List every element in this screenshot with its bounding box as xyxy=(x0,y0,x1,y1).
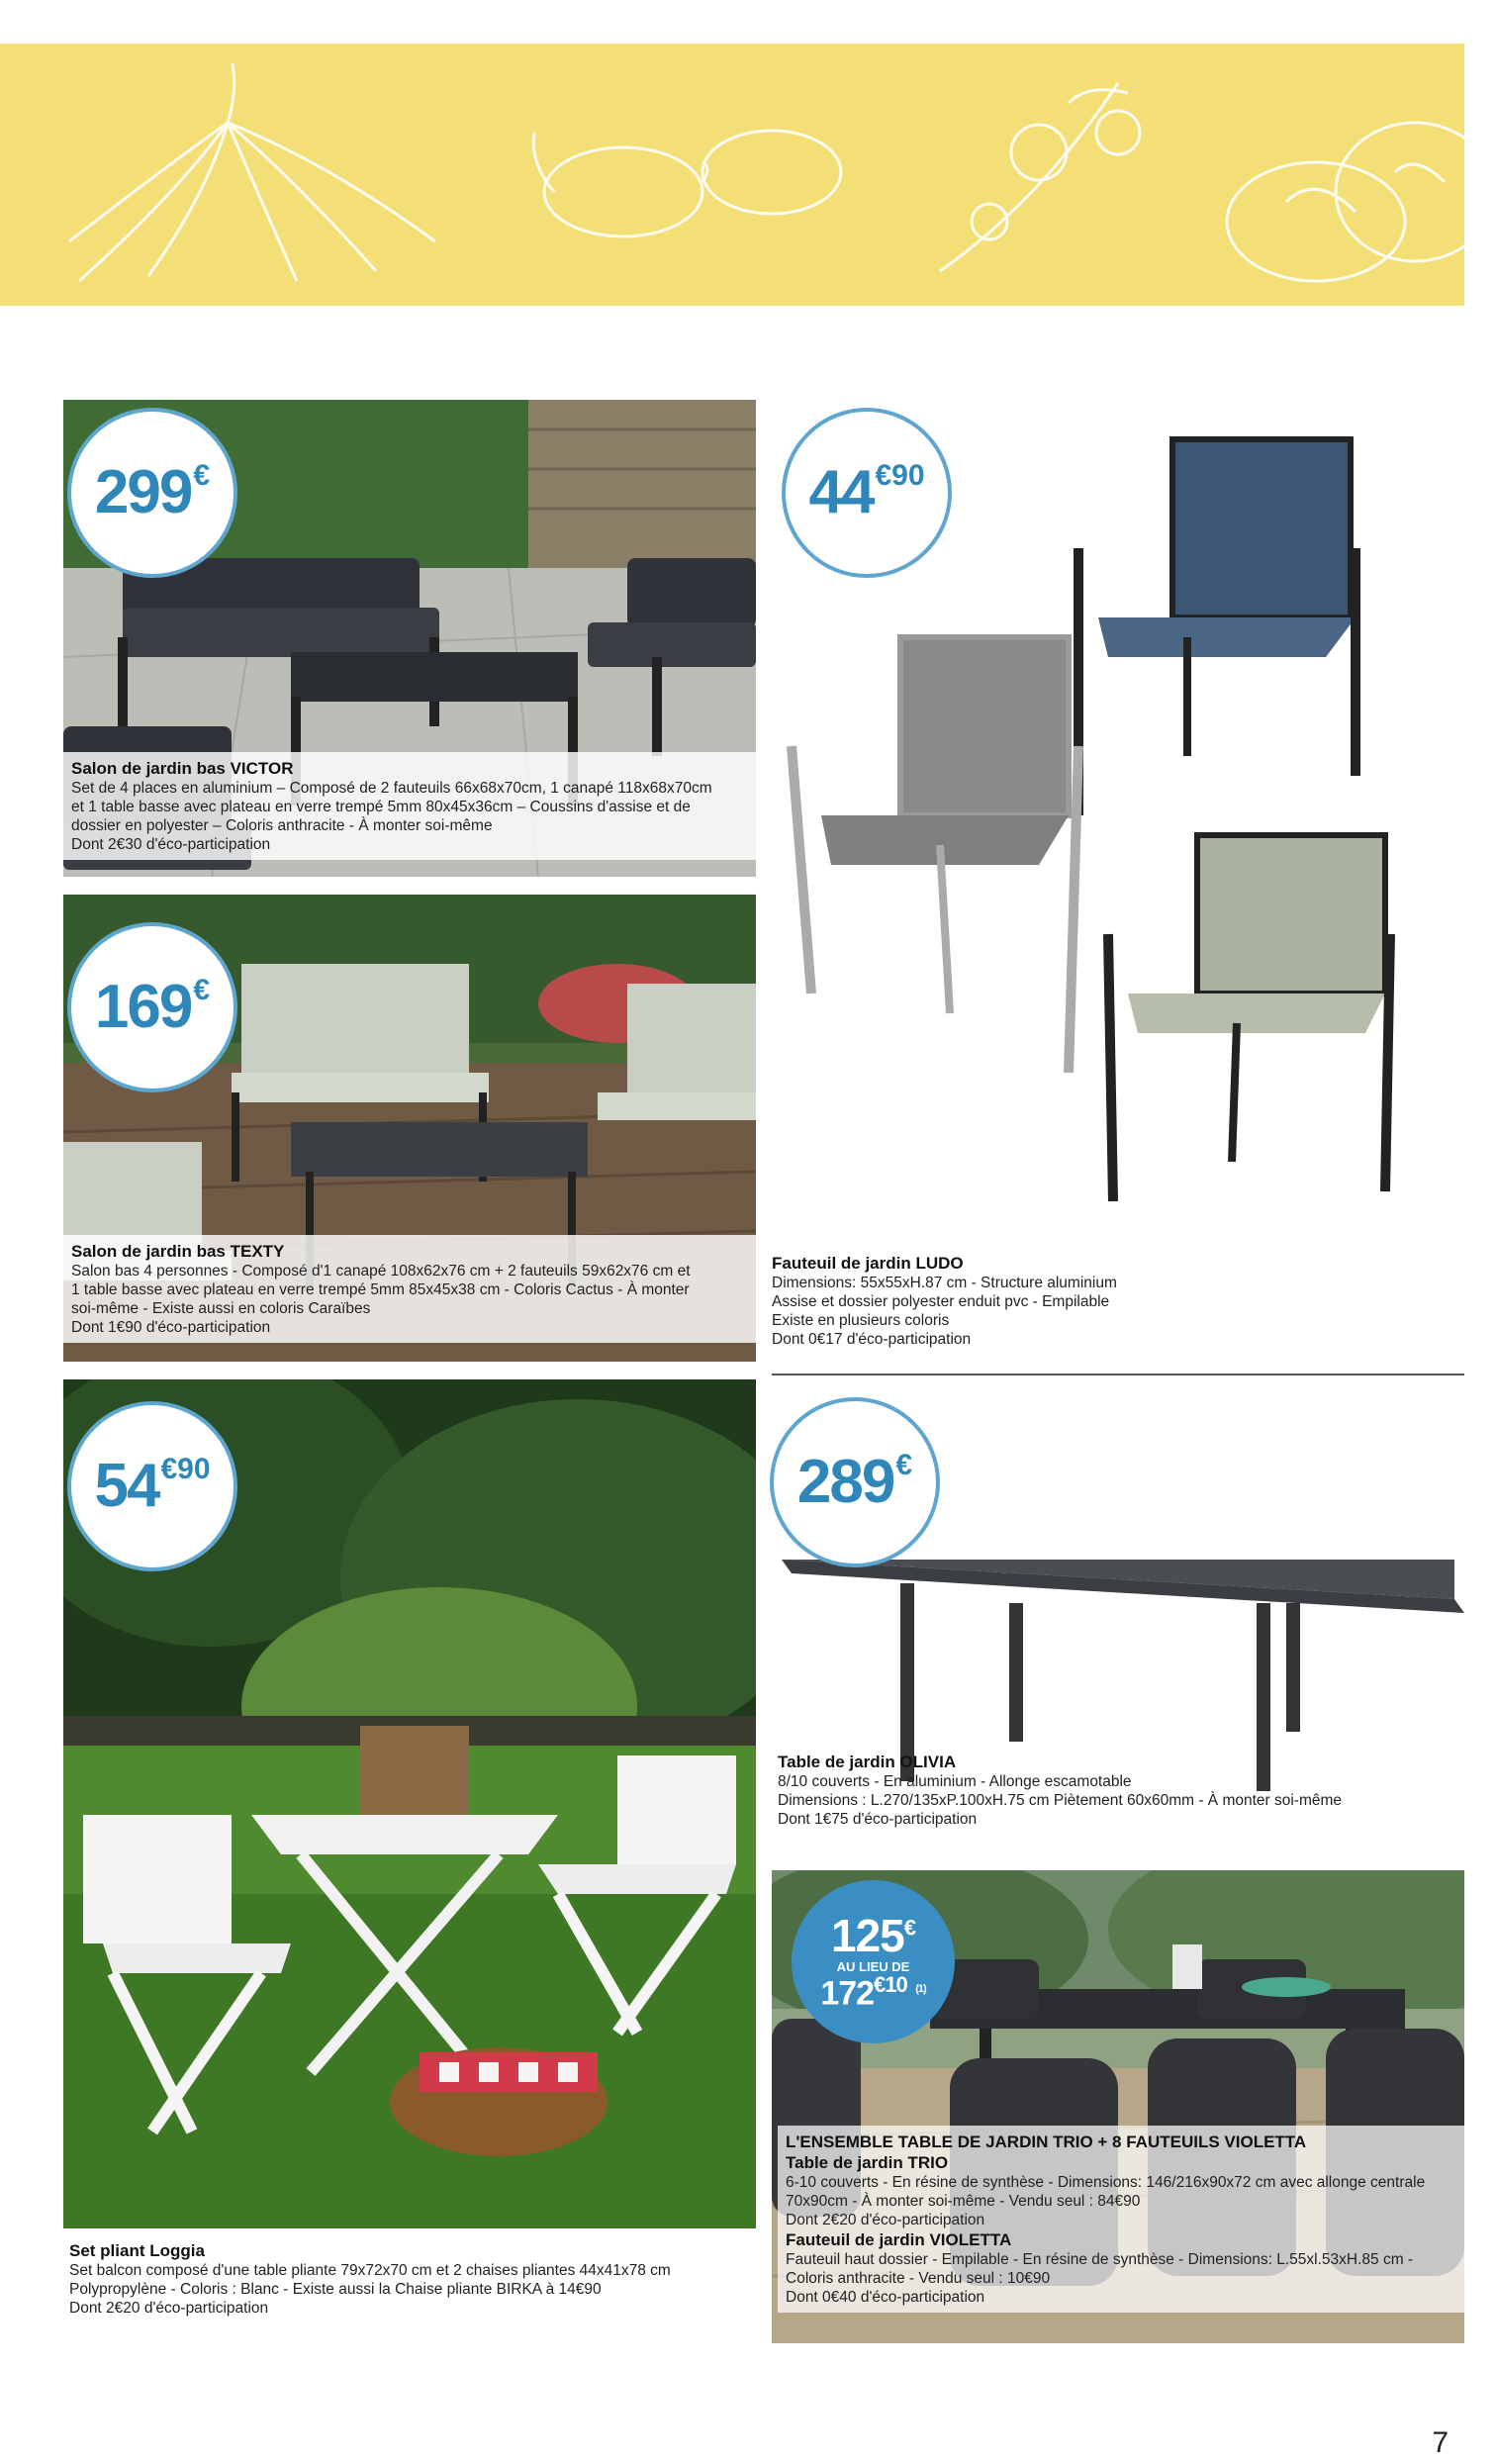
price-badge-loggia xyxy=(67,1401,237,1571)
eco-participation: Dont 0€40 d'éco-participation xyxy=(786,2289,985,2306)
product-name: Table de jardin TRIO xyxy=(786,2153,949,2172)
au-lieu-de-label: AU LIEU DE xyxy=(836,1959,910,1975)
footnote-marker: (1) xyxy=(915,1983,926,1996)
price-was-currency: €10 xyxy=(874,1972,907,1998)
description-line: 8/10 couverts - En aluminium - Allonge escamotable xyxy=(778,1773,1132,1790)
price-now: 125 xyxy=(831,1910,904,1962)
eco-participation: Dont 1€90 d'éco-participation xyxy=(71,1319,271,1336)
price-badge-olivia xyxy=(770,1397,940,1567)
price-badge-texty xyxy=(67,922,237,1092)
product-name: Fauteuil de jardin VIOLETTA xyxy=(786,2230,1012,2249)
price-main: 299 xyxy=(94,458,192,526)
price-badge-victor xyxy=(67,408,237,578)
description-line: 70x90cm - À monter soi-même - Vendu seul : 84€90 xyxy=(786,2193,1141,2210)
price-badge-ludo xyxy=(782,408,952,578)
product-name: Salon de jardin bas TEXTY xyxy=(71,1242,285,1261)
price-badge-trio xyxy=(792,1880,955,2043)
product-description-trio-violetta xyxy=(778,2126,1464,2313)
page-number: 7 xyxy=(1432,2426,1449,2459)
product-description-texty xyxy=(63,1235,756,1343)
eco-participation: Dont 0€17 d'éco-participation xyxy=(772,1331,972,1348)
price-main: 54 xyxy=(94,1452,159,1520)
price-main: 169 xyxy=(94,973,192,1041)
description-line: 6-10 couverts - En résine de synthèse - Dimensions: 146/216x90x72 cm avec allonge centrale xyxy=(786,2174,1426,2191)
price-was: 172 xyxy=(820,1974,875,2013)
eco-participation: Dont 2€30 d'éco-participation xyxy=(71,836,271,853)
description-line: Set balcon composé d'une table pliante 79x72x70 cm et 2 chaises pliantes 44x41x78 cm xyxy=(69,2262,671,2279)
eco-participation: Dont 1€75 d'éco-participation xyxy=(778,1811,978,1828)
price-currency: €90 xyxy=(160,1453,211,1485)
price-currency: € xyxy=(193,974,211,1006)
price-main: 289 xyxy=(796,1448,894,1516)
description-line: Set de 4 places en aluminium – Composé de 2 fauteuils 66x68x70cm, 1 canapé 118x68x70cm xyxy=(71,780,712,797)
description-line: 1 table basse avec plateau en verre trempé 5mm 85x45x38 cm - Coloris Cactus - À monter xyxy=(71,1281,690,1298)
price-now-currency: € xyxy=(903,1915,915,1941)
product-name: Fauteuil de jardin LUDO xyxy=(772,1254,964,1273)
description-line: Dimensions : L.270/135xP.100xH.75 cm Piètement 60x60mm - À monter soi-même xyxy=(778,1792,1343,1809)
description-line: Existe en plusieurs coloris xyxy=(772,1312,950,1329)
summer-line-art-icon xyxy=(0,44,1464,306)
eco-participation: Dont 2€20 d'éco-participation xyxy=(69,2300,269,2317)
description-line: Assise et dossier polyester enduit pvc - Empilable xyxy=(772,1293,1110,1310)
eco-participation: Dont 2€20 d'éco-participation xyxy=(786,2212,985,2228)
product-description-loggia xyxy=(69,2240,762,2318)
description-line: soi-même - Existe aussi en coloris Caraïbes xyxy=(71,1300,371,1317)
product-description-victor xyxy=(63,752,756,860)
decorative-banner xyxy=(0,44,1464,306)
divider xyxy=(772,1374,1464,1375)
description-line: Dimensions: 55x55xH.87 cm - Structure aluminium xyxy=(772,1275,1117,1291)
description-line: dossier en polyester – Coloris anthracite - À monter soi-même xyxy=(71,817,493,834)
price-currency: €90 xyxy=(875,459,925,492)
description-line: Coloris anthracite - Vendu seul : 10€90 xyxy=(786,2270,1051,2287)
description-line: et 1 table basse avec plateau en verre trempé 5mm 80x45x36cm – Coussins d'assise et de xyxy=(71,799,691,815)
product-name: Table de jardin OLIVIA xyxy=(778,1753,957,1771)
price-currency: € xyxy=(193,459,211,492)
price-main: 44 xyxy=(808,458,874,526)
description-line: Salon bas 4 personnes - Composé d'1 canapé 108x62x76 cm + 2 fauteuils 59x62x76 cm et xyxy=(71,1263,691,1279)
product-description-ludo xyxy=(772,1253,1405,1349)
price-currency: € xyxy=(895,1449,913,1481)
description-line: Polypropylène - Coloris : Blanc - Existe aussi la Chaise pliante BIRKA à 14€90 xyxy=(69,2281,602,2298)
product-name: Salon de jardin bas VICTOR xyxy=(71,759,294,778)
product-description-olivia xyxy=(778,1752,1470,1829)
description-line: Fauteuil haut dossier - Empilable - En résine de synthèse - Dimensions: L.55xl.53xH.85 cm - xyxy=(786,2251,1414,2268)
product-name: Set pliant Loggia xyxy=(69,2241,205,2260)
bundle-title: L'ENSEMBLE TABLE DE JARDIN TRIO + 8 FAUTEUILS VIOLETTA xyxy=(786,2132,1307,2151)
